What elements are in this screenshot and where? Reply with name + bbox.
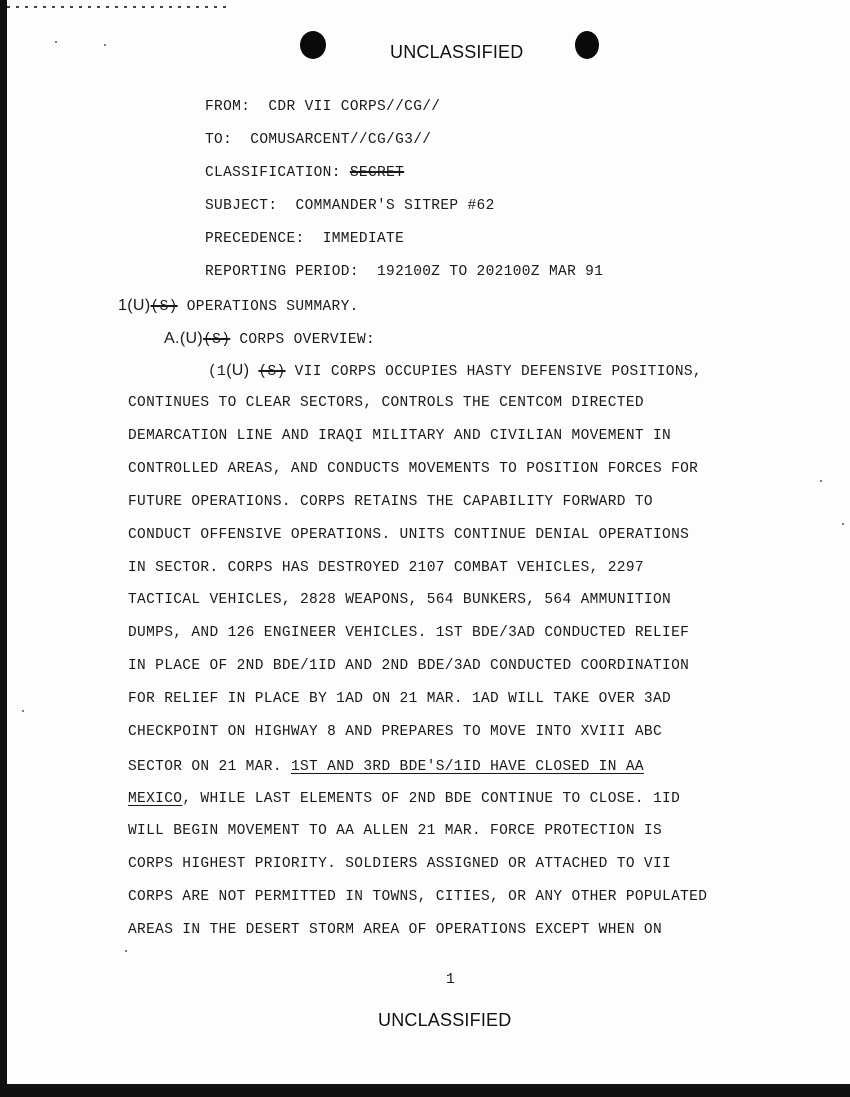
scan-speck bbox=[842, 523, 844, 525]
body-line-8: TACTICAL VEHICLES, 2828 WEAPONS, 564 BUNKERS, 564 AMMUNITION bbox=[128, 592, 672, 608]
body-line-13 bbox=[128, 759, 644, 775]
struck-portion-marking: (S) bbox=[150, 299, 178, 315]
body-line-12: CHECKPOINT ON HIGHWAY 8 AND PREPARES TO MOVE INTO XVIII ABC bbox=[128, 724, 663, 740]
scan-noise-top bbox=[7, 6, 227, 8]
from-label: FROM: bbox=[205, 99, 251, 115]
scan-speck bbox=[820, 480, 822, 482]
header-from bbox=[205, 99, 440, 115]
body-line-16: CORPS HIGHEST PRIORITY. SOLDIERS ASSIGNED OR ATTACHED TO VII bbox=[128, 856, 672, 872]
section-title: OPERATIONS SUMMARY. bbox=[186, 299, 359, 315]
header-precedence bbox=[205, 231, 404, 247]
classification-label: CLASSIFICATION: bbox=[205, 165, 341, 181]
scan-speck bbox=[125, 950, 127, 952]
punch-hole-left bbox=[300, 31, 326, 59]
underlined-text: 1ST AND 3RD BDE'S/1ID HAVE CLOSED IN AA bbox=[290, 759, 644, 775]
body-line-5: FUTURE OPERATIONS. CORPS RETAINS THE CAPABILITY FORWARD TO bbox=[128, 494, 653, 510]
from-value: CDR VII CORPS//CG// bbox=[268, 99, 441, 115]
section-number: 1 bbox=[118, 297, 128, 314]
to-value: COMUSARCENT//CG/G3// bbox=[250, 132, 432, 148]
body-text: SECTOR ON 21 MAR. bbox=[128, 759, 291, 775]
section-title: CORPS OVERVIEW: bbox=[239, 332, 376, 348]
header-classification bbox=[205, 165, 404, 181]
header-to bbox=[205, 132, 431, 148]
body-line-18: AREAS IN THE DESERT STORM AREA OF OPERATIONS EXCEPT WHEN ON bbox=[128, 922, 663, 938]
scan-speck bbox=[22, 710, 24, 712]
portion-marking: (U) bbox=[179, 330, 204, 347]
precedence-label: PRECEDENCE: bbox=[205, 231, 305, 247]
struck-portion-marking: (S) bbox=[203, 332, 231, 348]
body-line-4: CONTROLLED AREAS, AND CONDUCTS MOVEMENTS TO POSITION FORCES FOR bbox=[128, 461, 699, 477]
body-line-10: IN PLACE OF 2ND BDE/1ID AND 2ND BDE/3AD CONDUCTED COORDINATION bbox=[128, 658, 690, 674]
body-line-15: WILL BEGIN MOVEMENT TO AA ALLEN 21 MAR. FORCE PROTECTION IS bbox=[128, 823, 663, 839]
body-line-7: IN SECTOR. CORPS HAS DESTROYED 2107 COMBAT VEHICLES, 2297 bbox=[128, 560, 644, 576]
body-text: VII CORPS OCCUPIES HASTY DEFENSIVE POSITIONS, bbox=[294, 364, 702, 380]
subject-value: COMMANDER'S SITREP #62 bbox=[295, 198, 495, 214]
struck-portion-marking: (S) bbox=[258, 364, 286, 380]
body-line-17: CORPS ARE NOT PERMITTED IN TOWNS, CITIES, OR ANY OTHER POPULATED bbox=[128, 889, 708, 905]
classification-struck-value: SECRET bbox=[349, 165, 405, 181]
scan-speck bbox=[55, 41, 57, 43]
section-1-heading bbox=[118, 297, 359, 315]
period-value: 192100Z TO 202100Z MAR 91 bbox=[376, 264, 604, 280]
body-line-9: DUMPS, AND 126 ENGINEER VEHICLES. 1ST BDE/3AD CONDUCTED RELIEF bbox=[128, 625, 690, 641]
scan-speck bbox=[104, 44, 106, 46]
section-a-heading bbox=[164, 330, 375, 348]
classification-banner-bottom: UNCLASSIFIED bbox=[378, 1010, 512, 1030]
body-line-1 bbox=[208, 362, 702, 380]
to-label: TO: bbox=[205, 132, 233, 148]
page-number: 1 bbox=[446, 972, 455, 988]
header-subject bbox=[205, 198, 495, 214]
underlined-text: MEXICO bbox=[128, 791, 183, 807]
classification-banner-top: UNCLASSIFIED bbox=[390, 42, 524, 62]
punch-hole-right bbox=[575, 31, 599, 59]
portion-marking: (U) bbox=[127, 297, 151, 314]
body-line-11: FOR RELIEF IN PLACE BY 1AD ON 21 MAR. 1AD WILL TAKE OVER 3AD bbox=[128, 691, 672, 707]
portion-marking: (U) bbox=[226, 362, 250, 379]
section-letter: A. bbox=[164, 330, 180, 347]
body-line-14 bbox=[128, 791, 680, 807]
scan-edge-left bbox=[0, 0, 7, 1097]
subject-label: SUBJECT: bbox=[205, 198, 278, 214]
paragraph-number: (1 bbox=[208, 364, 227, 380]
header-reporting-period bbox=[205, 264, 603, 280]
body-line-3: DEMARCATION LINE AND IRAQI MILITARY AND CIVILIAN MOVEMENT IN bbox=[128, 428, 672, 444]
body-text: , WHILE LAST ELEMENTS OF 2ND BDE CONTINUE TO CLOSE. 1ID bbox=[182, 791, 681, 807]
body-line-6: CONDUCT OFFENSIVE OPERATIONS. UNITS CONTINUE DENIAL OPERATIONS bbox=[128, 527, 690, 543]
body-line-2: CONTINUES TO CLEAR SECTORS, CONTROLS THE CENTCOM DIRECTED bbox=[128, 395, 644, 411]
scan-edge-bottom bbox=[0, 1084, 850, 1097]
precedence-value: IMMEDIATE bbox=[322, 231, 405, 247]
period-label: REPORTING PERIOD: bbox=[205, 264, 359, 280]
